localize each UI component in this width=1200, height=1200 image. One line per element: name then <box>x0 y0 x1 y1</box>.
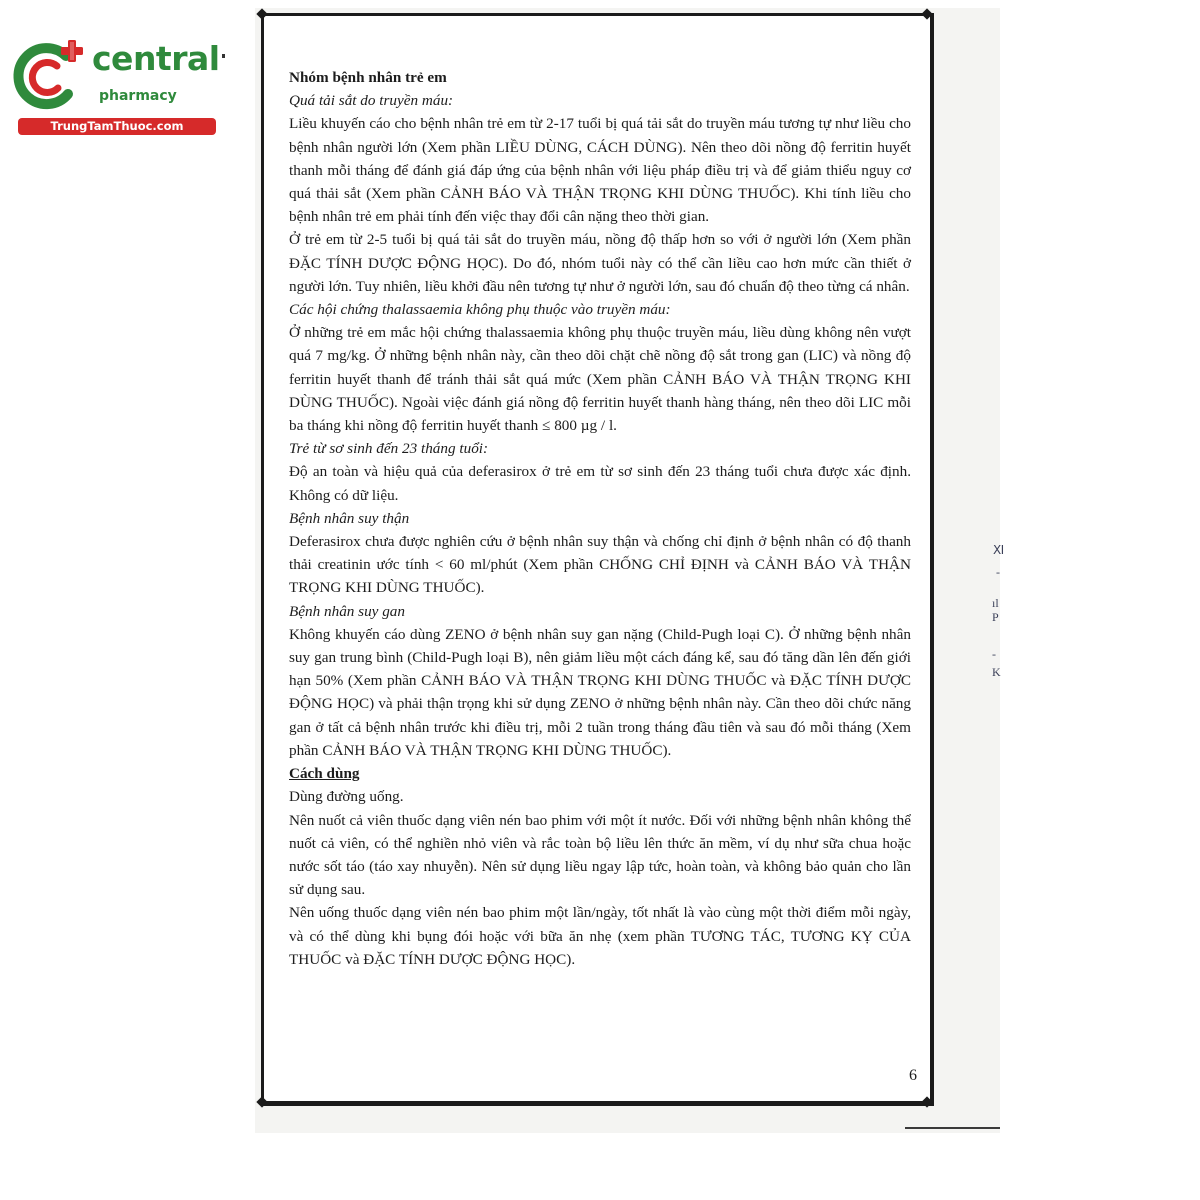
subheading-iron-overload: Quá tải sắt do truyền máu: <box>289 92 454 110</box>
section-heading-children: Nhóm bệnh nhân trẻ em <box>289 69 447 86</box>
cross-c-logo-icon <box>8 36 88 116</box>
page-number: 6 <box>909 1067 917 1084</box>
subheading-ntdt: Các hội chứng thalassaemia không phụ thuộc vào truyền máu: <box>289 301 671 319</box>
paragraph-infants: Độ an toàn và hiệu quả của deferasirox ở trẻ em từ sơ sinh đến 23 tháng tuổi chưa được xác định. Không có dữ liệu. <box>289 463 911 504</box>
logo-subtitle: pharmacy <box>99 88 177 104</box>
paragraph-usage-1: Dùng đường uống. <box>289 788 404 806</box>
bleed-fragment-3: ıl <box>992 596 999 610</box>
paragraph-usage-3: Nên uống thuốc dạng viên nén bao phim một lần/ngày, tốt nhất là vào cùng một thời điểm mỗi ngày, và có thể dùng khi bụng đói hoặc với bữa ăn nhẹ (xem phần TƯƠNG TÁC, TƯƠNG KỴ CỦA THUỐC và ĐẶC TÍNH DƯỢC ĐỘNG HỌC). <box>289 904 911 968</box>
section-heading-usage: Cách dùng <box>289 765 360 783</box>
paragraph-usage-2: Nên nuốt cả viên thuốc dạng viên nén bao phim với một ít nước. Đối với những bệnh nhân không thể nuốt cả viên, có thể nghiền nhỏ viên và rắc toàn bộ liều lên thức ăn mềm, ví dụ như sữa chua hoặc nước sốt táo (táo xay nhuyễn). Nên sử dụng liều ngay lập tức, hoàn toàn, và không bảo quản cho lần sử dụng sau. <box>289 811 911 899</box>
bleed-fragment-6: K <box>992 665 1001 679</box>
subheading-infants: Trẻ từ sơ sinh đến 23 tháng tuổi: <box>289 440 489 458</box>
bleed-fragment-5: - <box>992 647 996 661</box>
page-edge-line <box>905 1127 1000 1129</box>
bleed-fragment-4: P <box>992 610 999 624</box>
bleed-fragment-2: - <box>996 565 1000 579</box>
paragraph-iron-overload-2: Ở trẻ em từ 2-5 tuổi bị quá tải sắt do truyền máu, nồng độ thấp hơn so với ở người lớn (Xem phần ĐẶC TÍNH DƯỢC ĐỘNG HỌC). Do đó, nhóm tuổi này có thể cần liều cao hơn mức cần thiết ở người lớn. Tuy nhiên, liều khởi đầu nên tương tự như ở người lớn, sau đó chuẩn độ theo từng cá nhân. <box>289 231 911 295</box>
subheading-renal: Bệnh nhân suy thận <box>289 509 410 527</box>
paragraph-ntdt: Ở những trẻ em mắc hội chứng thalassaemia không phụ thuộc truyền máu, liều dùng không nên vượt quá 7 mg/kg. Ở những bệnh nhân này, cần theo dõi chặt chẽ nồng độ sắt trong gan (LIC) và nồng độ ferritin huyết thanh để tránh thải sắt quá mức (Xem phần CẢNH BÁO VÀ THẬN TRỌNG KHI DÙNG THUỐC). Ngoài việc đánh giá nồng độ ferritin huyết thanh hàng tháng, nên theo dõi LIC mỗi ba tháng khi nồng độ ferritin huyết thanh ≤ 800 µg / l. <box>289 324 911 435</box>
paragraph-hepatic: Không khuyến cáo dùng ZENO ở bệnh nhân suy gan nặng (Child-Pugh loại C). Ở những bệnh nhân suy gan trung bình (Child-Pugh loại B), nên giảm liều một cách đáng kể, sau đó tăng dần lên đến giới hạn 50% (Xem phần CẢNH BÁO VÀ THẬN TRỌNG KHI DÙNG THUỐC và ĐẶC TÍNH DƯỢC ĐỘNG HỌC) và phải thận trọng khi sử dụng ZENO ở những bệnh nhân này. Cần theo dõi chức năng gan ở tất cả bệnh nhân trước khi điều trị, mỗi 2 tuần trong tháng đầu tiên và sau đó mỗi tháng (Xem phần CẢNH BÁO VÀ THẬN TRỌNG KHI DÙNG THUỐC). <box>289 625 911 759</box>
logo-name: central <box>92 39 220 78</box>
bleed-fragment-1: Ⅺ <box>993 543 1005 557</box>
stray-mark <box>222 54 225 58</box>
site-logo[interactable] <box>8 36 223 136</box>
document-body <box>289 66 911 971</box>
logo-url-badge[interactable]: TrungTamThuoc.com <box>18 118 216 135</box>
paragraph-iron-overload-1: Liều khuyến cáo cho bệnh nhân trẻ em từ 2-17 tuổi bị quá tải sắt do truyền máu tương tự như liều cho bệnh nhân người lớn (Xem phần LIỀU DÙNG, CÁCH DÙNG). Nên theo dõi nồng độ ferritin huyết thanh mỗi tháng để đánh giá đáp ứng của bệnh nhân với liệu pháp điều trị và để giảm thiểu nguy cơ quá thải sắt (Xem phần CẢNH BÁO VÀ THẬN TRỌNG KHI DÙNG THUỐC). Khi tính liều cho bệnh nhân trẻ em phải tính đến việc thay đổi cân nặng theo thời gian. <box>289 115 911 226</box>
subheading-hepatic: Bệnh nhân suy gan <box>289 602 405 620</box>
paragraph-renal: Deferasirox chưa được nghiên cứu ở bệnh nhân suy thận và chống chỉ định ở bệnh nhân có độ thanh thải creatinin ước tính < 60 ml/phút (Xem phần CHỐNG CHỈ ĐỊNH và CẢNH BÁO VÀ THẬN TRỌNG KHI DÙNG THUỐC). <box>289 533 911 597</box>
